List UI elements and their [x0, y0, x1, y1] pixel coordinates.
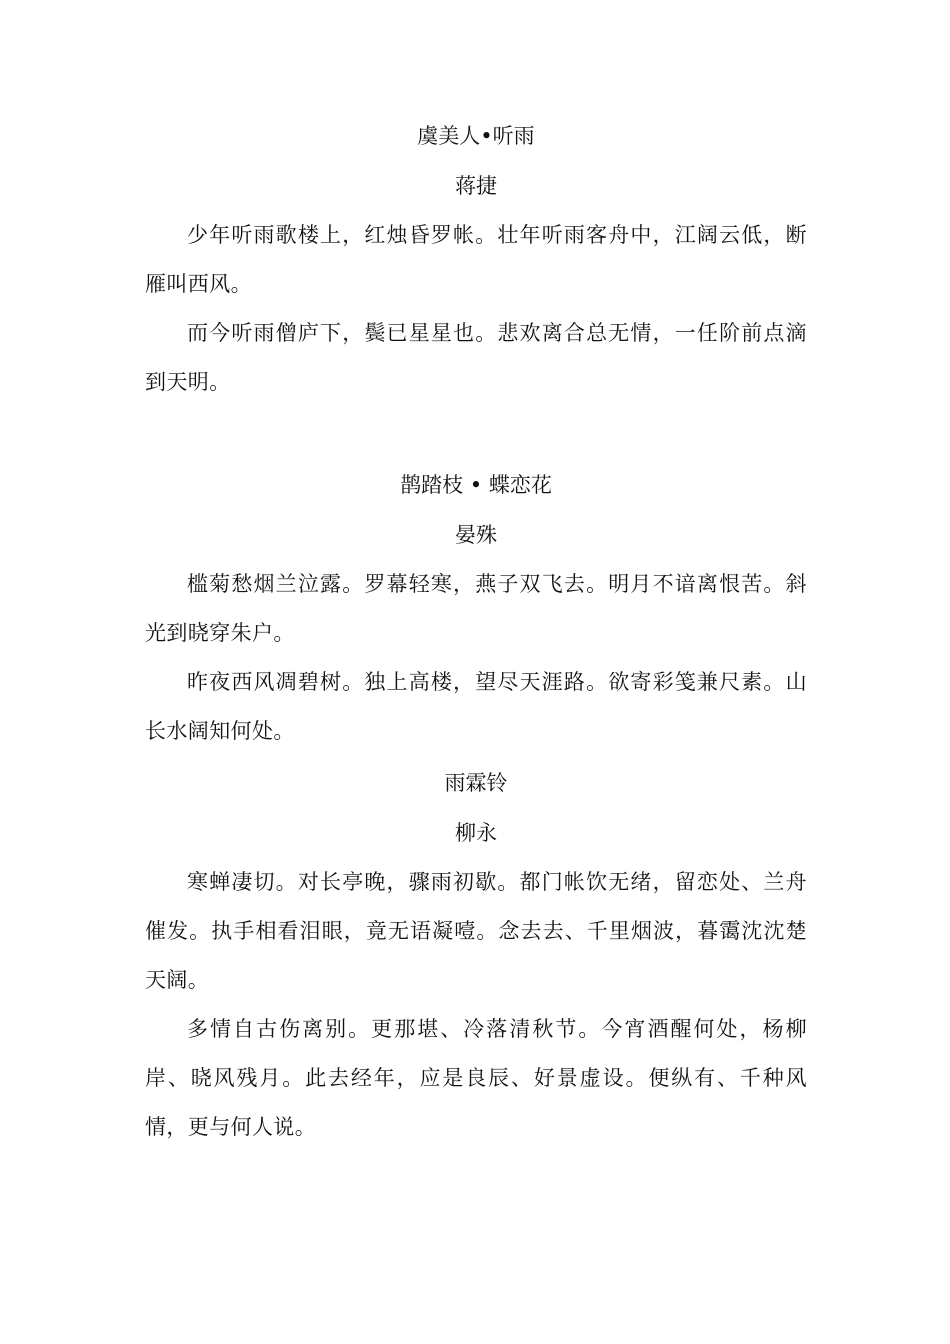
poem-yumeiren	[145, 121, 807, 407]
poem-quetazhi	[145, 470, 807, 756]
poem-title: 虞美人•听雨	[417, 124, 535, 148]
poem-stanza: 昨夜西风凋碧树。独上高楼，望尽天涯路。欲寄彩笺兼尺素。山长水阔知何处。	[145, 670, 807, 743]
poem-title: 雨霖铃	[444, 771, 508, 795]
poem-stanza: 寒蝉凄切。对长亭晚，骤雨初歇。都门帐饮无绪，留恋处、兰舟催发。执手相看泪眼，竟无语凝噎。念去去、千里烟波，暮霭沈沈楚天阔。	[145, 870, 807, 992]
poem-author: 蒋捷	[455, 174, 497, 198]
poem-stanza: 而今听雨僧庐下，鬓已星星也。悲欢离合总无情，一任阶前点滴到天明。	[145, 321, 807, 394]
poem-stanza: 槛菊愁烟兰泣露。罗幕轻寒，燕子双飞去。明月不谙离恨苦。斜光到晓穿朱户。	[145, 572, 807, 645]
poem-title: 鹊踏枝 • 蝶恋花	[400, 473, 552, 497]
poem-stanza: 少年听雨歌楼上，红烛昏罗帐。壮年听雨客舟中，江阔云低，断雁叫西风。	[145, 223, 807, 296]
poem-stanza: 多情自古伤离别。更那堪、冷落清秋节。今宵酒醒何处，杨柳岸、晓风残月。此去经年，应是良辰、好景虚设。便纵有、千种风情，更与何人说。	[145, 1017, 807, 1139]
poem-author: 晏殊	[455, 523, 497, 547]
poem-yulinling	[145, 768, 807, 1152]
poem-author: 柳永	[455, 821, 497, 845]
